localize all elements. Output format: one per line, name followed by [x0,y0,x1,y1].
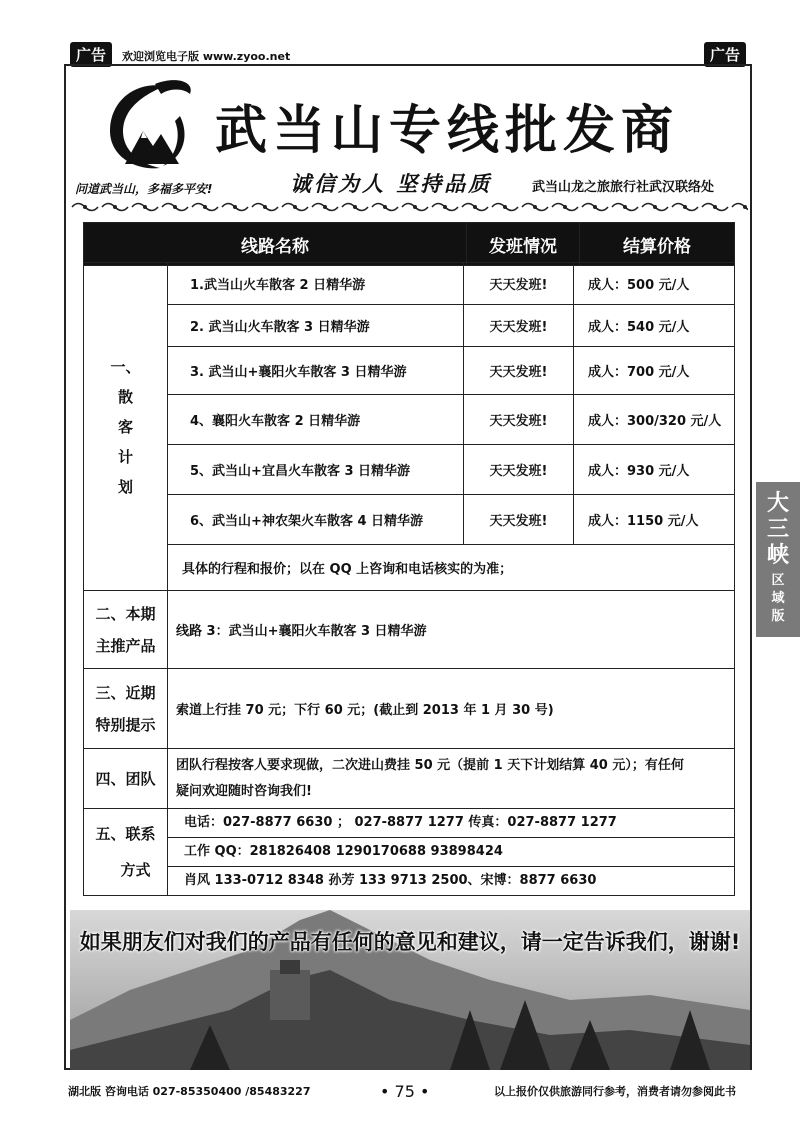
section1-label-line: 划 [117,477,133,496]
footer-left: 湖北版 咨询电话 027-85350400 /85483227 [68,1085,311,1098]
section1-label [84,263,168,591]
route-schedule: 天天发班! [464,495,574,545]
section5-label [84,809,168,896]
table-row [84,347,735,395]
section2-label-line: 二、本期 [95,604,156,623]
route-schedule: 天天发班! [464,395,574,445]
table-header-row [84,223,735,266]
slogan: 问道武当山，多福多平安! [75,182,213,196]
ad-tag-right: 广告 [704,42,746,67]
side-tab-small-char: 区 [771,573,785,588]
section4-label: 四、团队 [84,749,168,809]
contact-info [168,809,735,896]
section2-text: 线路 3：武当山+襄阳火车散客 3 日精华游 [168,591,735,669]
section3-text: 索道上行挂 70 元；下行 60 元；(截止到 2013 年 1 月 30 号) [168,669,735,749]
page-number: • 75 • [380,1082,430,1101]
table-row [84,591,735,669]
route-table-body [83,262,735,896]
agency-name: 武当山龙之旅旅行社武汉联络处 [532,180,715,195]
section5-label-line: 方式 [120,861,151,879]
section1-label-line: 散 [117,387,133,406]
ad-tag-left: 广告 [70,42,112,67]
route-name: 5、武当山+宜昌火车散客 3 日精华游 [168,445,464,495]
route-schedule: 天天发班! [464,347,574,395]
table-row [84,545,735,591]
website-text: 欢迎浏览电子版 www.zyoo.net [122,50,291,63]
section3-label [84,669,168,749]
section2-label [84,591,168,669]
header-price: 结算价格 [580,223,735,266]
banner-text: 如果朋友们对我们的产品有任何的意见和建议，请一定告诉我们，谢谢! [79,930,741,954]
side-tab-small-char: 域 [771,591,785,606]
section1-note: 具体的行程和报价；以在 QQ 上咨询和电话核实的为准； [168,545,735,591]
table-row [84,263,735,305]
dragon-mountain-logo-icon [95,76,205,176]
section4-text-line: 团队行程按客人要求现做，二次进山费挂 50 元（提前 1 天下计划结算 40 元）；有任何 [176,757,684,773]
section4-text-line: 疑问欢迎随时咨询我们! [176,783,312,799]
route-schedule: 天天发班! [464,263,574,305]
table-row [84,495,735,545]
header-schedule: 发班情况 [467,223,580,266]
route-name: 3. 武当山+襄阳火车散客 3 日精华游 [168,347,464,395]
route-schedule: 天天发班! [464,305,574,347]
side-tab-small-char: 版 [771,609,785,624]
section1-label-line: 客 [117,417,133,436]
route-name: 4、襄阳火车散客 2 日精华游 [168,395,464,445]
section3-label-line: 三、近期 [95,683,156,702]
side-tab-char: 峡 [766,542,789,568]
route-price: 成人：1150 元/人 [574,495,735,545]
table-row [84,395,735,445]
header-route-name: 线路名称 [84,223,467,266]
table-row [84,749,735,809]
section5-label-line: 五、联系 [95,825,156,843]
section1-label-line: 一、 [110,357,141,376]
route-price: 成人：930 元/人 [574,445,735,495]
section3-label-line: 特别提示 [95,715,156,734]
section4-text [168,749,735,809]
table-row [84,305,735,347]
route-name: 6、武当山+神农架火车散客 4 日精华游 [168,495,464,545]
table-row [84,809,735,896]
section1-label-line: 计 [117,447,133,466]
motto: 诚信为人 坚持品质 [290,171,493,196]
section2-label-line: 主推产品 [95,636,156,655]
page-title: 武当山专线批发商 [215,100,680,161]
route-table [83,222,735,266]
route-price: 成人：700 元/人 [574,347,735,395]
footer-right: 以上报价仅供旅游同行参考，消费者请勿参阅此书 [494,1085,736,1098]
route-schedule: 天天发班! [464,445,574,495]
route-name: 1.武当山火车散客 2 日精华游 [168,263,464,305]
route-name: 2. 武当山火车散客 3 日精华游 [168,305,464,347]
table-row [84,445,735,495]
contact-persons: 肖风 133-0712 8348 孙芳 133 9713 2500、宋博：8877 6630 [184,873,597,888]
route-price: 成人：540 元/人 [574,305,735,347]
ornament-divider [70,200,748,214]
side-tab-char: 三 [766,516,789,542]
contact-qq: 工作 QQ：281826408 1290170688 93898424 [168,838,734,867]
route-price: 成人：300/320 元/人 [574,395,735,445]
table-row [84,669,735,749]
contact-phone: 电话：027-8877 6630 ； 027-8877 1277 传真：027-8877 1277 [168,809,734,838]
region-side-tab [756,482,800,637]
side-tab-char: 大 [766,490,789,516]
route-price: 成人：500 元/人 [574,263,735,305]
